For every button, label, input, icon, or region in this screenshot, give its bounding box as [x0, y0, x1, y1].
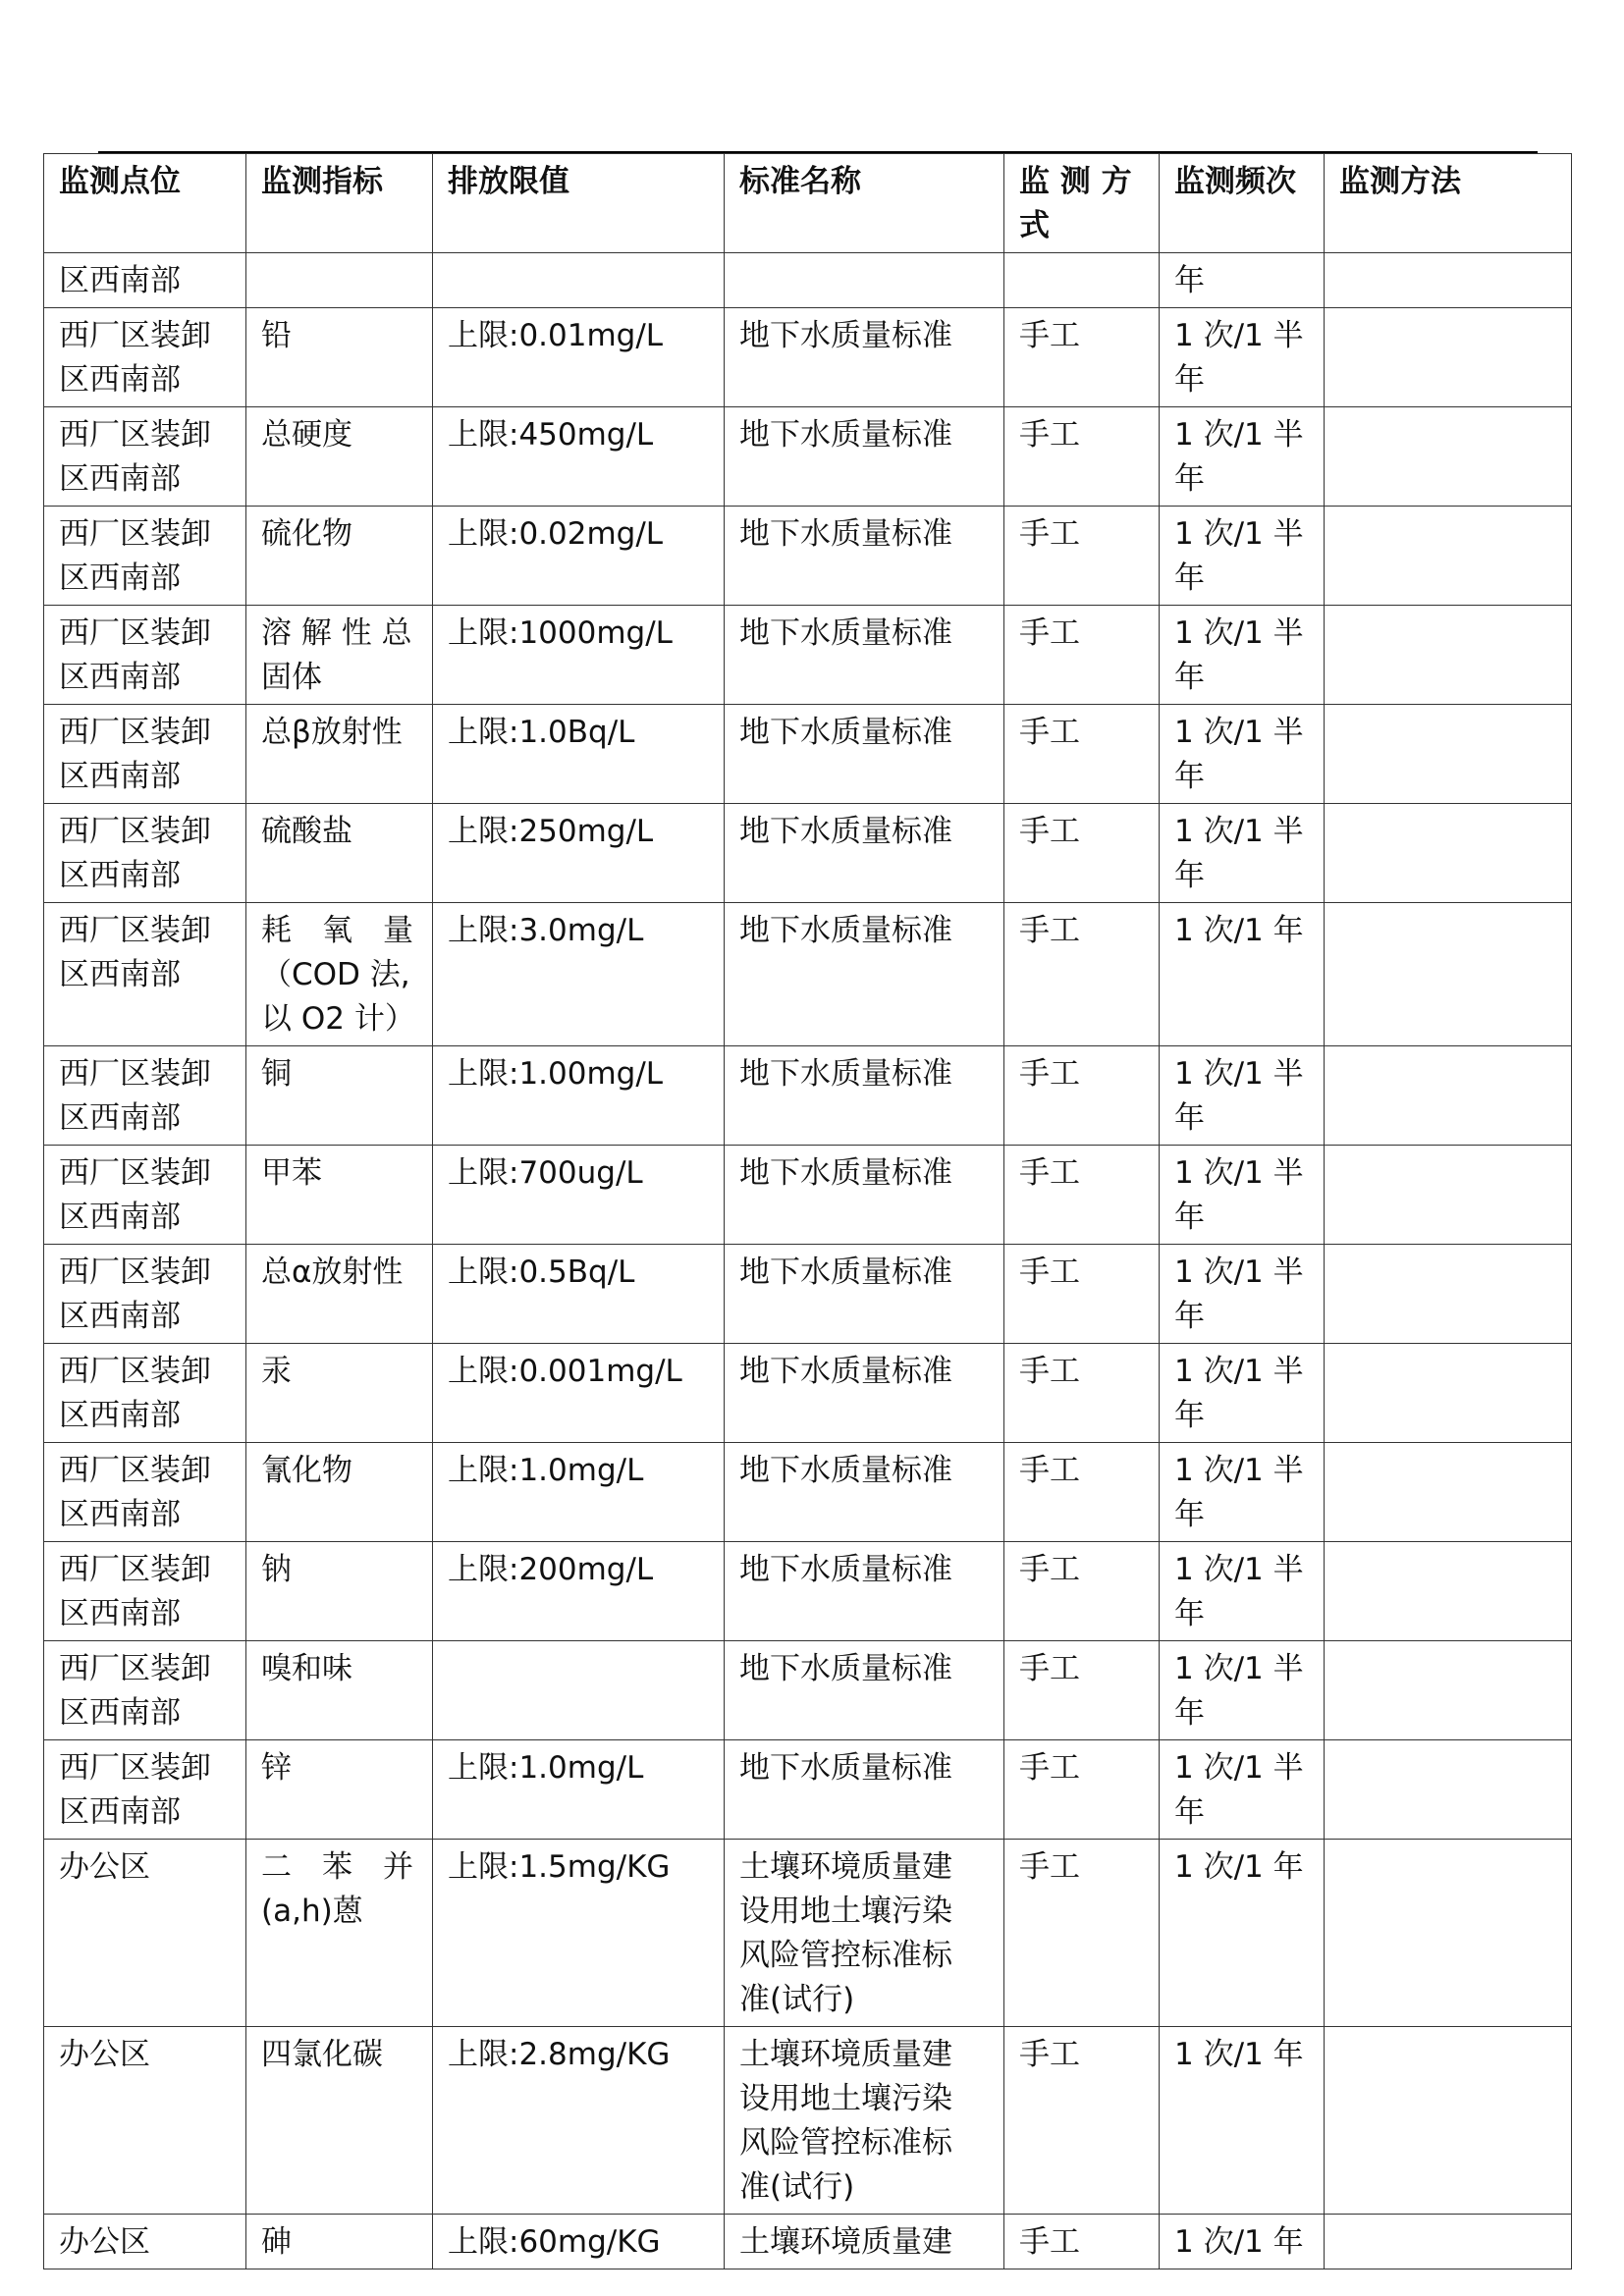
- header-monitoring-mode: 监 测 方 式: [1004, 154, 1160, 253]
- cell-standard: 地下水质量标准: [725, 1740, 1004, 1840]
- cell-frequency: 1 次/1 半 年: [1160, 407, 1325, 507]
- cell-standard: 地下水质量标准: [725, 1443, 1004, 1542]
- table-row: [44, 1542, 1572, 1641]
- cell-standard: 地下水质量标准: [725, 705, 1004, 804]
- cell-method: [1325, 1046, 1572, 1146]
- cell-method: [1325, 1146, 1572, 1245]
- cell-limit: 上限:3.0mg/L: [433, 903, 725, 1046]
- table-row: [44, 1740, 1572, 1840]
- table-row: [44, 1046, 1572, 1146]
- cell-limit: [433, 253, 725, 308]
- cell-mode: 手工: [1004, 903, 1160, 1046]
- cell-frequency: 1 次/1 半 年: [1160, 1245, 1325, 1344]
- cell-limit: 上限:0.01mg/L: [433, 308, 725, 407]
- cell-limit: 上限:250mg/L: [433, 804, 725, 903]
- cell-standard: 土壤环境质量建 设用地土壤污染 风险管控标准标 准(试行): [725, 2027, 1004, 2215]
- cell-standard: 地下水质量标准: [725, 804, 1004, 903]
- table-row: [44, 1245, 1572, 1344]
- cell-monitoring-point: 西厂区装卸 区西南部: [44, 606, 246, 705]
- cell-mode: 手工: [1004, 1740, 1160, 1840]
- cell-standard: [725, 253, 1004, 308]
- cell-method: [1325, 507, 1572, 606]
- cell-monitoring-point: 西厂区装卸 区西南部: [44, 407, 246, 507]
- cell-monitoring-point: 西厂区装卸 区西南部: [44, 1740, 246, 1840]
- cell-method: [1325, 1740, 1572, 1840]
- cell-limit: [433, 1641, 725, 1740]
- cell-mode: 手工: [1004, 1443, 1160, 1542]
- table-row: [44, 253, 1572, 308]
- cell-indicator: 硫化物: [246, 507, 433, 606]
- table-row: [44, 804, 1572, 903]
- table-row: [44, 308, 1572, 407]
- cell-frequency: 1 次/1 半 年: [1160, 1046, 1325, 1146]
- cell-mode: [1004, 253, 1160, 308]
- cell-mode: 手工: [1004, 2215, 1160, 2269]
- cell-mode: 手工: [1004, 1840, 1160, 2027]
- cell-frequency: 1 次/1 半 年: [1160, 1542, 1325, 1641]
- header-standard-name: 标准名称: [725, 154, 1004, 253]
- cell-frequency: 1 次/1 年: [1160, 2027, 1325, 2215]
- table-row: [44, 507, 1572, 606]
- cell-monitoring-point: 西厂区装卸 区西南部: [44, 507, 246, 606]
- cell-frequency: 1 次/1 半 年: [1160, 606, 1325, 705]
- table-row: [44, 1146, 1572, 1245]
- cell-standard: 地下水质量标准: [725, 1245, 1004, 1344]
- cell-monitoring-point: 西厂区装卸 区西南部: [44, 705, 246, 804]
- cell-indicator: 砷: [246, 2215, 433, 2269]
- cell-monitoring-point: 区西南部: [44, 253, 246, 308]
- cell-frequency: 1 次/1 年: [1160, 2215, 1325, 2269]
- cell-mode: 手工: [1004, 705, 1160, 804]
- cell-standard: 地下水质量标准: [725, 606, 1004, 705]
- cell-limit: 上限:0.001mg/L: [433, 1344, 725, 1443]
- cell-mode: 手工: [1004, 1641, 1160, 1740]
- cell-frequency: 1 次/1 年: [1160, 1840, 1325, 2027]
- cell-monitoring-point: 西厂区装卸 区西南部: [44, 1443, 246, 1542]
- table-row: [44, 1344, 1572, 1443]
- cell-indicator: 总α放射性: [246, 1245, 433, 1344]
- cell-indicator: 嗅和味: [246, 1641, 433, 1740]
- table-header-row: [44, 154, 1572, 253]
- cell-monitoring-point: 办公区: [44, 2027, 246, 2215]
- cell-indicator: 硫酸盐: [246, 804, 433, 903]
- cell-method: [1325, 1840, 1572, 2027]
- cell-mode: 手工: [1004, 1245, 1160, 1344]
- cell-mode: 手工: [1004, 1344, 1160, 1443]
- cell-standard: 地下水质量标准: [725, 308, 1004, 407]
- cell-indicator: 总硬度: [246, 407, 433, 507]
- cell-method: [1325, 705, 1572, 804]
- cell-indicator: 总β放射性: [246, 705, 433, 804]
- cell-limit: 上限:200mg/L: [433, 1542, 725, 1641]
- cell-mode: 手工: [1004, 507, 1160, 606]
- cell-standard: 地下水质量标准: [725, 407, 1004, 507]
- cell-monitoring-point: 西厂区装卸 区西南部: [44, 1641, 246, 1740]
- table-row: [44, 606, 1572, 705]
- header-monitoring-point: 监测点位: [44, 154, 246, 253]
- cell-method: [1325, 2027, 1572, 2215]
- cell-mode: 手工: [1004, 308, 1160, 407]
- cell-frequency: 1 次/1 半 年: [1160, 1443, 1325, 1542]
- cell-frequency: 1 次/1 半 年: [1160, 1146, 1325, 1245]
- cell-frequency: 1 次/1 半 年: [1160, 1641, 1325, 1740]
- cell-method: [1325, 1641, 1572, 1740]
- cell-frequency: 1 次/1 半 年: [1160, 1344, 1325, 1443]
- cell-limit: 上限:60mg/KG: [433, 2215, 725, 2269]
- cell-standard: 地下水质量标准: [725, 1046, 1004, 1146]
- cell-frequency: 1 次/1 半 年: [1160, 507, 1325, 606]
- cell-standard: 土壤环境质量建 设用地土壤污染 风险管控标准标 准(试行): [725, 1840, 1004, 2027]
- cell-indicator: 甲苯: [246, 1146, 433, 1245]
- cell-indicator: [246, 253, 433, 308]
- cell-monitoring-point: 西厂区装卸 区西南部: [44, 1046, 246, 1146]
- header-emission-limit: 排放限值: [433, 154, 725, 253]
- cell-indicator: 钠: [246, 1542, 433, 1641]
- cell-limit: 上限:1.0Bq/L: [433, 705, 725, 804]
- cell-indicator: 耗 氧 量 （COD 法, 以 O2 计）: [246, 903, 433, 1046]
- cell-method: [1325, 804, 1572, 903]
- cell-standard: 地下水质量标准: [725, 1146, 1004, 1245]
- cell-standard: 地下水质量标准: [725, 903, 1004, 1046]
- cell-method: [1325, 1245, 1572, 1344]
- cell-mode: 手工: [1004, 1542, 1160, 1641]
- header-monitoring-method: 监测方法: [1325, 154, 1572, 253]
- monitoring-table: [43, 153, 1572, 2269]
- cell-mode: 手工: [1004, 804, 1160, 903]
- cell-method: [1325, 2215, 1572, 2269]
- cell-frequency: 1 次/1 年: [1160, 903, 1325, 1046]
- cell-method: [1325, 903, 1572, 1046]
- cell-mode: 手工: [1004, 1146, 1160, 1245]
- cell-mode: 手工: [1004, 407, 1160, 507]
- table-row: [44, 903, 1572, 1046]
- cell-monitoring-point: 西厂区装卸 区西南部: [44, 1344, 246, 1443]
- cell-standard: 土壤环境质量建: [725, 2215, 1004, 2269]
- table-row: [44, 1443, 1572, 1542]
- cell-limit: 上限:1.0mg/L: [433, 1443, 725, 1542]
- cell-mode: 手工: [1004, 606, 1160, 705]
- cell-limit: 上限:0.5Bq/L: [433, 1245, 725, 1344]
- cell-indicator: 四氯化碳: [246, 2027, 433, 2215]
- cell-monitoring-point: 西厂区装卸 区西南部: [44, 804, 246, 903]
- cell-indicator: 铅: [246, 308, 433, 407]
- cell-method: [1325, 407, 1572, 507]
- cell-monitoring-point: 西厂区装卸 区西南部: [44, 1542, 246, 1641]
- cell-frequency: 1 次/1 半 年: [1160, 804, 1325, 903]
- cell-limit: 上限:1.00mg/L: [433, 1046, 725, 1146]
- cell-frequency: 1 次/1 半 年: [1160, 308, 1325, 407]
- cell-frequency: 年: [1160, 253, 1325, 308]
- table-row: [44, 407, 1572, 507]
- cell-method: [1325, 253, 1572, 308]
- table-row: [44, 1641, 1572, 1740]
- cell-indicator: 汞: [246, 1344, 433, 1443]
- cell-indicator: 锌: [246, 1740, 433, 1840]
- cell-limit: 上限:0.02mg/L: [433, 507, 725, 606]
- cell-limit: 上限:1.5mg/KG: [433, 1840, 725, 2027]
- cell-monitoring-point: 西厂区装卸 区西南部: [44, 1146, 246, 1245]
- cell-monitoring-point: 办公区: [44, 2215, 246, 2269]
- cell-method: [1325, 606, 1572, 705]
- header-monitoring-indicator: 监测指标: [246, 154, 433, 253]
- cell-frequency: 1 次/1 半 年: [1160, 705, 1325, 804]
- cell-indicator: 二 苯 并 (a,h)蒽: [246, 1840, 433, 2027]
- table-row: [44, 2215, 1572, 2269]
- cell-monitoring-point: 西厂区装卸 区西南部: [44, 1245, 246, 1344]
- cell-monitoring-point: 办公区: [44, 1840, 246, 2027]
- cell-standard: 地下水质量标准: [725, 507, 1004, 606]
- cell-standard: 地下水质量标准: [725, 1641, 1004, 1740]
- cell-mode: 手工: [1004, 1046, 1160, 1146]
- cell-limit: 上限:700ug/L: [433, 1146, 725, 1245]
- cell-monitoring-point: 西厂区装卸 区西南部: [44, 308, 246, 407]
- cell-limit: 上限:2.8mg/KG: [433, 2027, 725, 2215]
- cell-method: [1325, 308, 1572, 407]
- cell-frequency: 1 次/1 半 年: [1160, 1740, 1325, 1840]
- table-row: [44, 705, 1572, 804]
- cell-indicator: 氰化物: [246, 1443, 433, 1542]
- cell-limit: 上限:1.0mg/L: [433, 1740, 725, 1840]
- header-monitoring-frequency: 监测频次: [1160, 154, 1325, 253]
- cell-limit: 上限:450mg/L: [433, 407, 725, 507]
- cell-limit: 上限:1000mg/L: [433, 606, 725, 705]
- cell-method: [1325, 1443, 1572, 1542]
- cell-mode: 手工: [1004, 2027, 1160, 2215]
- cell-indicator: 铜: [246, 1046, 433, 1146]
- cell-standard: 地下水质量标准: [725, 1542, 1004, 1641]
- cell-standard: 地下水质量标准: [725, 1344, 1004, 1443]
- cell-method: [1325, 1344, 1572, 1443]
- table-row: [44, 1840, 1572, 2027]
- cell-method: [1325, 1542, 1572, 1641]
- cell-indicator: 溶 解 性 总 固体: [246, 606, 433, 705]
- table-row: [44, 2027, 1572, 2215]
- cell-monitoring-point: 西厂区装卸 区西南部: [44, 903, 246, 1046]
